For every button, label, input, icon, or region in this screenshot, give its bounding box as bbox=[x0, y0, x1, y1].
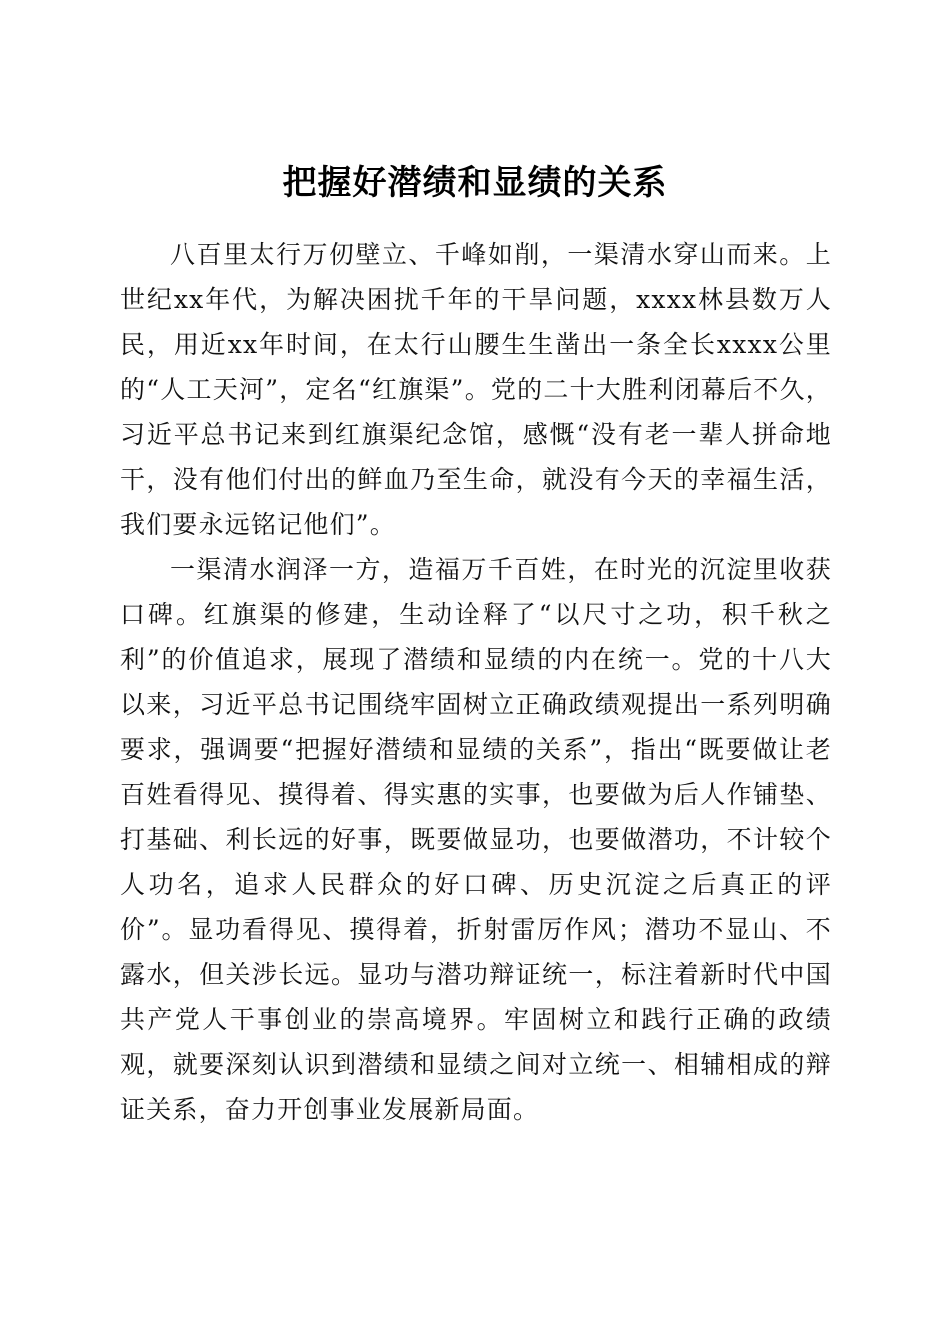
paragraph: 八百里太行万仞壁立、千峰如削，一渠清水穿山而来。上世纪xx年代，为解决困扰千年的干旱问题，xxxx林县数万人民，用近xx年时间，在太行山腰生生凿出一条全长xxxx公里的“人工天河”，定名“红旗渠”。党的二十大胜利闭幕后不久，习近平总书记来到红旗渠纪念馆，感慨“没有老一辈人拼命地干，没有他们付出的鲜血乃至生命，就没有今天的幸福生活，我们要永远铭记他们”。 bbox=[120, 240, 832, 539]
paragraph: 一渠清水润泽一方，造福万千百姓，在时光的沉淀里收获口碑。红旗渠的修建，生动诠释了“以尺寸之功，积千秋之利”的价值追求，展现了潜绩和显绩的内在统一。党的十八大以来，习近平总书记围绕牢固树立正确政绩观提出一系列明确要求，强调要“把握好潜绩和显绩的关系”，指出“既要做让老百姓看得见、摸得着、得实惠的实事，也要做为后人作铺垫、打基础、利长远的好事，既要做显功，也要做潜功，不计较个人功名，追求人民群众的好口碑、历史沉淀之后真正的评价”。显功看得见、摸得着，折射雷厉作风；潜功不显山、不露水，但关涉长远。显功与潜功辩证统一，标注着新时代中国共产党人干事创业的崇高境界。牢固树立和践行正确的政绩观，就要深刻认识到潜绩和显绩之间对立统一、相辅相成的辩证关系，奋力开创事业发展新局面。 bbox=[120, 555, 832, 1124]
document-title: 把握好潜绩和显绩的关系 bbox=[282, 162, 668, 203]
document-body bbox=[120, 232, 832, 1132]
